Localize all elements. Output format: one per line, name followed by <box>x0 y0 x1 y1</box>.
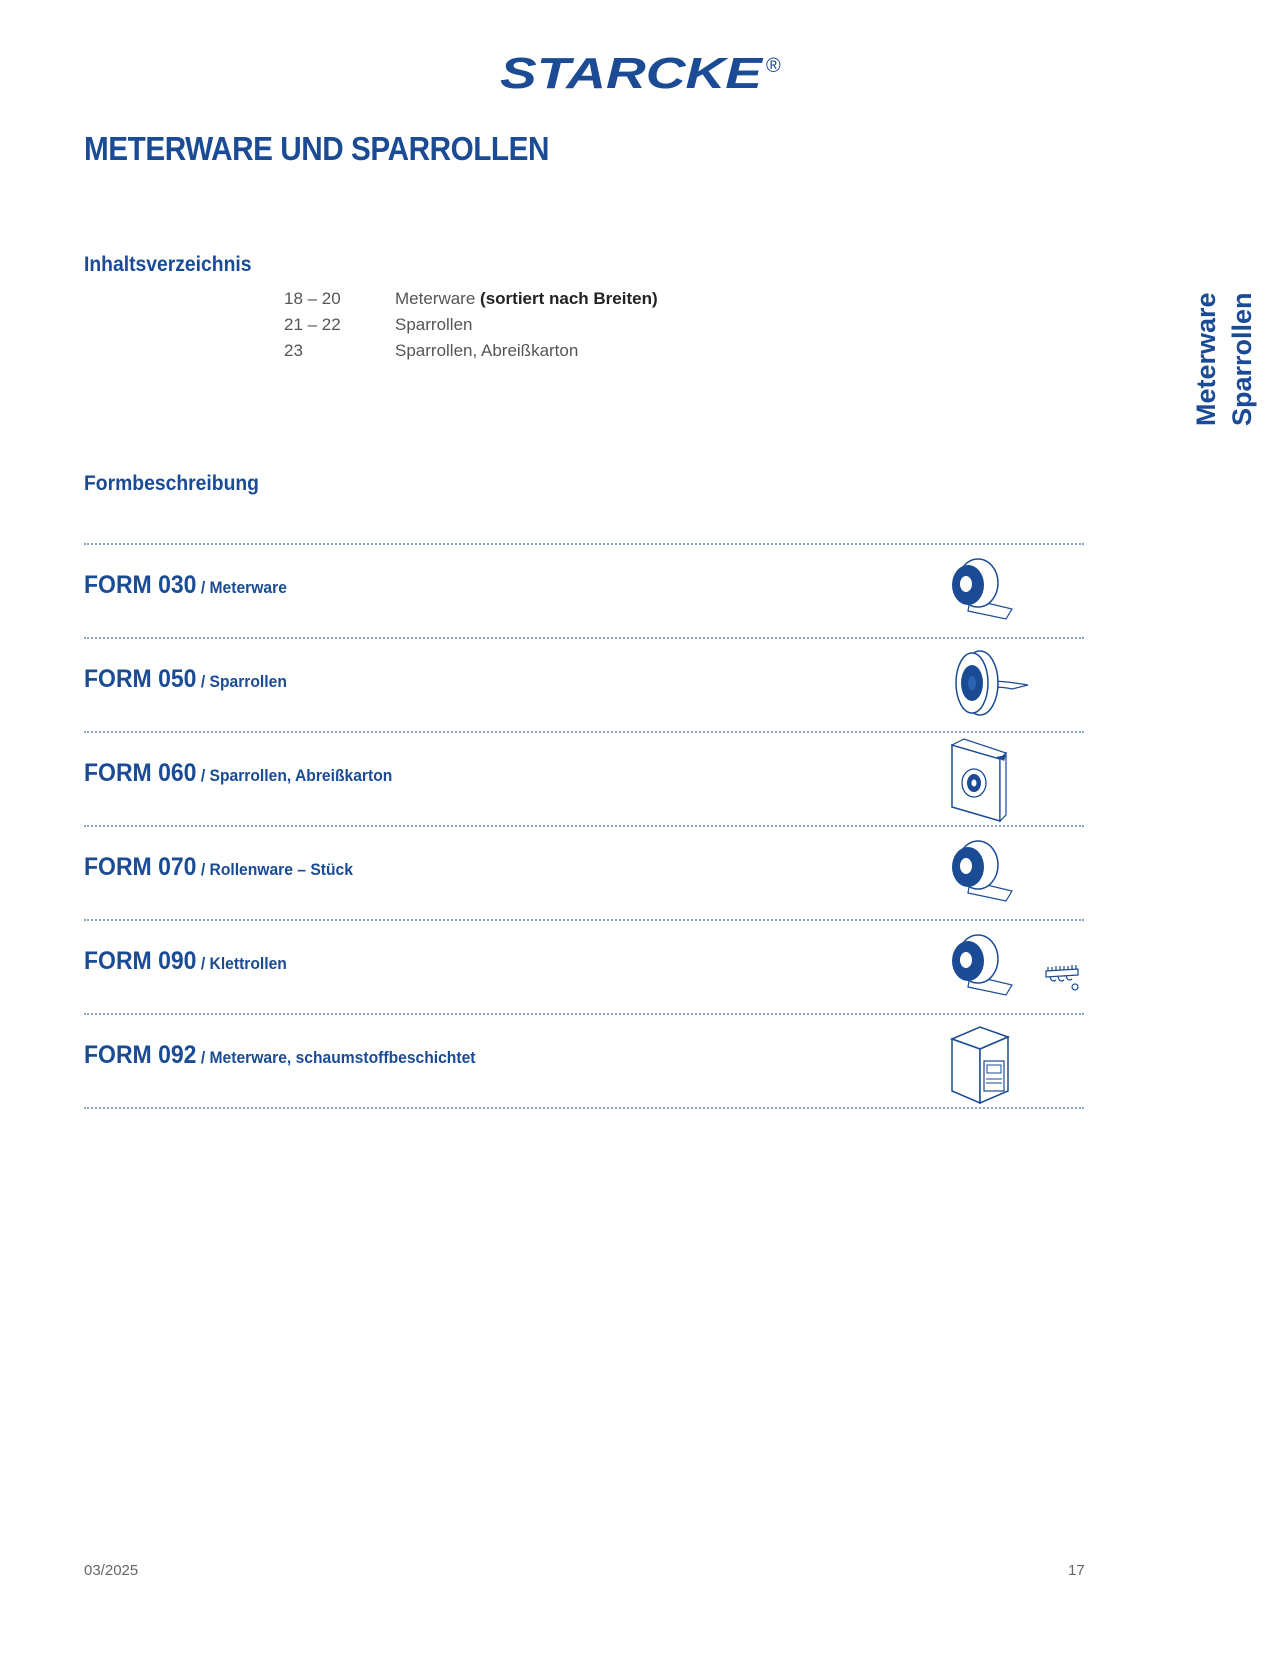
form-desc: / Sparrollen <box>196 672 287 691</box>
tape-roll-icon <box>942 831 1022 911</box>
side-tab-line2: Sparrollen <box>1227 292 1257 426</box>
logo-wordmark: STARCKE <box>500 49 765 98</box>
toc-entry <box>284 286 658 312</box>
form-row-070 <box>84 827 1084 919</box>
tape-roll-icon <box>942 925 1022 1005</box>
starcke-logo <box>500 48 800 100</box>
side-tab-line1: Meterware <box>1191 292 1221 426</box>
dispenser-box-icon <box>942 737 1022 823</box>
toc-text: Sparrollen, Abreißkarton <box>395 341 579 360</box>
form-desc: / Rollenware – Stück <box>196 860 353 879</box>
toc-pages: 21 – 22 <box>284 315 341 334</box>
page-title: METERWARE UND SPARROLLEN <box>84 130 549 167</box>
page-number: 17 <box>1068 1562 1085 1579</box>
form-code: FORM 090 <box>84 947 197 975</box>
narrow-roll-icon <box>942 643 1032 723</box>
registered-mark: ® <box>766 55 781 77</box>
toc-entry <box>284 338 658 364</box>
toc-heading: Inhaltsverzeichnis <box>84 253 252 276</box>
hook-loop-icon <box>1044 963 1084 995</box>
divider <box>84 1107 1084 1109</box>
side-tab <box>1188 292 1260 426</box>
tape-roll-icon <box>942 549 1022 629</box>
form-row-030 <box>84 545 1084 637</box>
form-row-092 <box>84 1015 1084 1107</box>
toc-list <box>284 286 658 364</box>
toc-text: Sparrollen <box>395 315 473 334</box>
form-desc: / Klettrollen <box>196 954 287 973</box>
toc-text-bold: (sortiert nach Breiten) <box>480 289 658 308</box>
form-code: FORM 060 <box>84 759 197 787</box>
form-heading: Formbeschreibung <box>84 472 259 495</box>
form-code: FORM 030 <box>84 571 197 599</box>
form-code: FORM 070 <box>84 853 197 881</box>
form-row-090 <box>84 921 1084 1013</box>
toc-pages: 18 – 20 <box>284 289 341 308</box>
form-row-050 <box>84 639 1084 731</box>
form-desc: / Meterware <box>196 578 287 597</box>
footer-date: 03/2025 <box>84 1562 139 1579</box>
toc-entry <box>284 312 658 338</box>
toc-pages: 23 <box>284 341 303 360</box>
form-desc: / Meterware, schaumstoffbeschichtet <box>196 1048 476 1067</box>
form-desc: / Sparrollen, Abreißkarton <box>196 766 393 785</box>
form-row-060 <box>84 733 1084 825</box>
form-code: FORM 050 <box>84 665 197 693</box>
toc-text: Meterware (sortiert nach Breiten) <box>395 289 658 308</box>
carton-icon <box>942 1019 1022 1105</box>
form-code: FORM 092 <box>84 1041 197 1069</box>
